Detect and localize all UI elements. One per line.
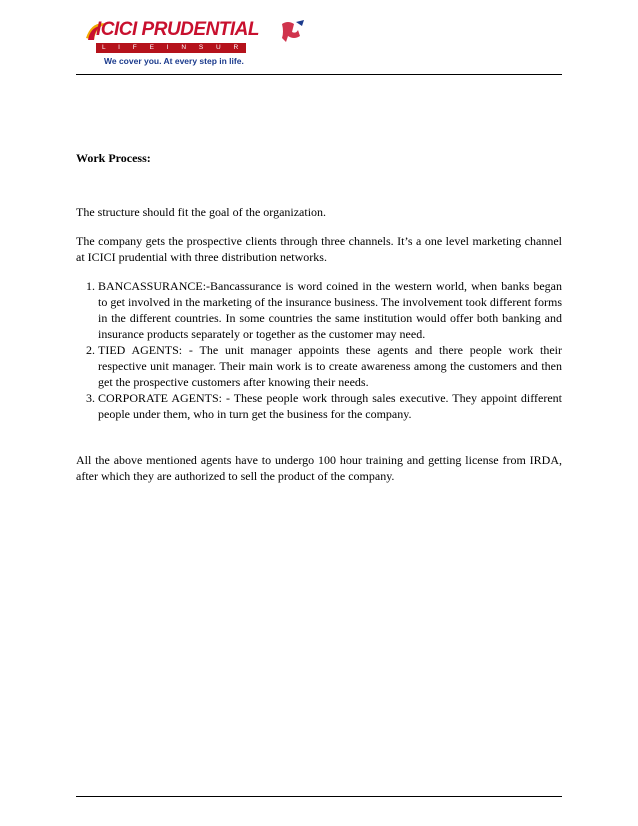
list-item-tied-agents: 2. TIED AGENTS: - The unit manager appoints these agents and there people work their respective unit manager. Their main work is to create awareness among the customers and then get the prospective customers after knowing their needs.	[98, 342, 562, 390]
icici-prudential-logo	[82, 18, 322, 70]
page-header	[76, 14, 562, 75]
paragraph-structure: The structure should fit the goal of the organization.	[76, 205, 327, 219]
section-heading: Work Process:	[76, 151, 151, 165]
list-item-bancassurance: 1. BANCASSURANCE:-Bancassurance is word coined in the western world, when banks began to get involved in the marketing of the insurance business. The involvement took different forms in the different countries. In some countries the same institution would offer both banking and insurance products separately or together as the customer may need.	[98, 278, 562, 342]
document-body	[76, 150, 562, 484]
paragraph-channels: The company gets the prospective clients through three channels. It’s a one level marketing channel at ICICI prudential with three distribution networks.	[76, 234, 562, 264]
logo-tagline: We cover you. At every step in life.	[104, 56, 244, 66]
list-item-corporate-agents: 3. CORPORATE AGENTS: - These people work through sales executive. They appoint different people under them, who in turn get the business for the company.	[98, 390, 562, 422]
logo-wordmark: ICICI PRUDENTIAL	[96, 19, 259, 40]
paragraph-training: All the above mentioned agents have to undergo 100 hour training and getting license from IRDA, after which they are authorized to sell the product of the company.	[76, 453, 562, 483]
distribution-list	[76, 278, 562, 422]
logo-subtitle-bar: L I F E I N S U R A N C E	[96, 43, 246, 53]
footer-rule	[76, 796, 562, 797]
